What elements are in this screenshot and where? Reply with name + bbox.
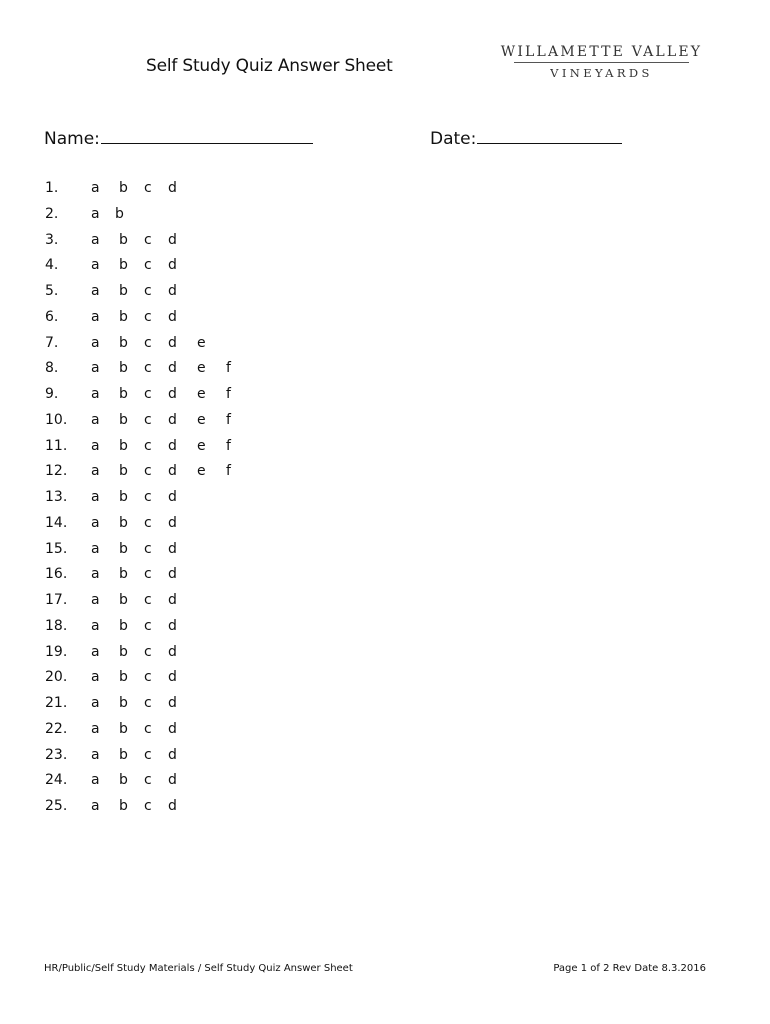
page-title: Self Study Quiz Answer Sheet <box>146 56 393 76</box>
answer-row <box>0 230 770 256</box>
answer-option[interactable]: c <box>144 566 152 583</box>
answer-option[interactable]: a <box>91 386 100 402</box>
answer-option[interactable]: d <box>168 437 177 454</box>
answer-option[interactable]: c <box>144 411 152 428</box>
answer-option[interactable]: b <box>119 257 128 274</box>
answer-option[interactable]: a <box>91 205 100 222</box>
answer-option[interactable]: d <box>168 566 177 583</box>
question-number: 10. <box>45 411 68 428</box>
answer-option[interactable]: d <box>168 308 177 325</box>
answer-option[interactable]: a <box>91 180 100 196</box>
answer-option[interactable]: b <box>119 411 128 428</box>
answer-option[interactable]: d <box>168 798 177 814</box>
answer-option[interactable]: b <box>119 283 128 299</box>
answer-row <box>0 770 770 796</box>
question-number: 17. <box>45 592 68 608</box>
answer-option[interactable]: e <box>197 360 206 377</box>
question-number: 18. <box>45 617 68 634</box>
question-number: 2. <box>45 205 59 222</box>
answer-row <box>0 358 770 384</box>
answer-option[interactable]: e <box>197 411 206 428</box>
answer-row <box>0 745 770 771</box>
answer-option[interactable]: a <box>91 566 100 583</box>
answer-option[interactable]: b <box>119 592 128 608</box>
answer-option[interactable]: d <box>168 772 177 789</box>
answer-option[interactable]: a <box>91 617 100 634</box>
answer-option[interactable]: e <box>197 386 206 402</box>
answer-option[interactable]: e <box>197 463 206 480</box>
answer-row <box>0 281 770 307</box>
answer-option[interactable]: a <box>91 437 100 454</box>
answer-option[interactable]: a <box>91 334 100 351</box>
answer-row <box>0 513 770 539</box>
answer-option[interactable]: d <box>168 231 177 248</box>
question-number: 24. <box>45 772 68 789</box>
answer-row <box>0 461 770 487</box>
answer-option[interactable]: d <box>168 720 177 737</box>
answer-option[interactable]: a <box>91 231 100 248</box>
answer-row <box>0 333 770 359</box>
answer-option[interactable]: e <box>197 437 206 454</box>
answer-option[interactable]: f <box>226 411 231 428</box>
answer-row <box>0 667 770 693</box>
answer-option[interactable]: c <box>144 798 152 814</box>
answer-row <box>0 410 770 436</box>
question-number: 25. <box>45 798 68 814</box>
answer-option[interactable]: a <box>91 411 100 428</box>
logo-line-2: VINEYARDS <box>550 66 653 80</box>
answer-option[interactable]: f <box>226 386 231 402</box>
question-number: 1. <box>45 180 59 196</box>
answer-option[interactable]: c <box>144 669 152 686</box>
answer-option[interactable]: b <box>119 772 128 789</box>
question-number: 4. <box>45 257 59 274</box>
date-field[interactable] <box>430 126 622 149</box>
answer-option[interactable]: b <box>119 308 128 325</box>
question-number: 21. <box>45 695 68 711</box>
answer-option[interactable]: a <box>91 720 100 737</box>
answer-row <box>0 642 770 668</box>
answer-option[interactable]: b <box>119 231 128 248</box>
answer-option[interactable]: c <box>144 617 152 634</box>
answer-option[interactable]: c <box>144 437 152 454</box>
answer-option[interactable]: c <box>144 308 152 325</box>
footer-page-info: Page 1 of 2 Rev Date 8.3.2016 <box>553 963 706 974</box>
answer-option[interactable]: c <box>144 257 152 274</box>
answer-option[interactable]: d <box>168 463 177 480</box>
answer-option[interactable]: c <box>144 514 152 531</box>
answer-row <box>0 616 770 642</box>
answer-row <box>0 204 770 230</box>
answer-option[interactable]: d <box>168 334 177 351</box>
question-number: 5. <box>45 283 59 299</box>
answer-option[interactable]: a <box>91 514 100 531</box>
answer-option[interactable]: d <box>168 746 177 763</box>
answer-option[interactable]: a <box>91 772 100 789</box>
question-number: 9. <box>45 386 59 402</box>
question-number: 23. <box>45 746 68 763</box>
answer-row <box>0 255 770 281</box>
answer-option[interactable]: b <box>119 514 128 531</box>
answer-option[interactable]: d <box>168 669 177 686</box>
answer-option[interactable]: b <box>119 720 128 737</box>
answer-option[interactable]: d <box>168 386 177 402</box>
answer-option[interactable]: f <box>226 463 231 480</box>
company-logo <box>500 44 703 80</box>
answer-option[interactable]: d <box>168 540 177 557</box>
answer-option[interactable]: a <box>91 643 100 660</box>
answer-option[interactable]: d <box>168 592 177 608</box>
question-number: 11. <box>45 437 68 454</box>
answer-option[interactable]: d <box>168 695 177 711</box>
answer-option[interactable]: c <box>144 695 152 711</box>
answer-option[interactable]: b <box>119 489 128 505</box>
answer-option[interactable]: d <box>168 514 177 531</box>
name-label: Name: <box>44 129 100 149</box>
question-number: 13. <box>45 489 68 505</box>
answer-row <box>0 384 770 410</box>
answer-row <box>0 436 770 462</box>
answer-option[interactable]: b <box>119 643 128 660</box>
answer-option[interactable]: b <box>119 386 128 402</box>
answer-option[interactable]: a <box>91 540 100 557</box>
question-number: 14. <box>45 514 68 531</box>
answer-option[interactable]: c <box>144 334 152 351</box>
answer-option[interactable]: b <box>119 746 128 763</box>
answer-option[interactable]: c <box>144 180 152 196</box>
answer-option[interactable]: a <box>91 360 100 377</box>
answer-option[interactable]: d <box>168 617 177 634</box>
question-number: 15. <box>45 540 68 557</box>
question-number: 7. <box>45 334 59 351</box>
answer-option[interactable]: a <box>91 283 100 299</box>
answer-option[interactable]: b <box>119 334 128 351</box>
answer-option[interactable]: a <box>91 669 100 686</box>
answer-row <box>0 796 770 822</box>
answer-row <box>0 487 770 513</box>
answer-option[interactable]: c <box>144 720 152 737</box>
answer-option[interactable]: a <box>91 592 100 608</box>
answer-option[interactable]: b <box>119 180 128 196</box>
answer-option[interactable]: b <box>119 360 128 377</box>
footer-path: HR/Public/Self Study Materials / Self Study Quiz Answer Sheet <box>44 963 353 974</box>
answer-option[interactable]: d <box>168 283 177 299</box>
question-number: 3. <box>45 231 59 248</box>
answer-option[interactable]: b <box>119 437 128 454</box>
answer-option[interactable]: d <box>168 643 177 660</box>
answer-option[interactable]: a <box>91 695 100 711</box>
answer-option[interactable]: b <box>115 205 124 222</box>
answer-option[interactable]: c <box>144 463 152 480</box>
answer-row <box>0 539 770 565</box>
question-number: 12. <box>45 463 68 480</box>
date-input-line[interactable] <box>477 126 622 144</box>
answer-option[interactable]: a <box>91 308 100 325</box>
answer-option[interactable]: b <box>119 540 128 557</box>
answer-option[interactable]: c <box>144 540 152 557</box>
answer-option[interactable]: c <box>144 231 152 248</box>
answer-option[interactable]: b <box>119 669 128 686</box>
answer-option[interactable]: b <box>119 566 128 583</box>
answer-row <box>0 719 770 745</box>
question-number: 20. <box>45 669 68 686</box>
answer-option[interactable]: a <box>91 489 100 505</box>
answer-option[interactable]: c <box>144 360 152 377</box>
answer-row <box>0 307 770 333</box>
answer-option[interactable]: b <box>119 617 128 634</box>
answer-list <box>0 178 770 822</box>
answer-option[interactable]: c <box>144 643 152 660</box>
answer-option[interactable]: e <box>197 334 206 351</box>
answer-row <box>0 564 770 590</box>
answer-option[interactable]: a <box>91 798 100 814</box>
question-number: 16. <box>45 566 68 583</box>
answer-option[interactable]: a <box>91 257 100 274</box>
answer-option[interactable]: c <box>144 489 152 505</box>
answer-option[interactable]: a <box>91 463 100 480</box>
answer-option[interactable]: f <box>226 360 231 377</box>
name-input-line[interactable] <box>101 126 313 144</box>
question-number: 6. <box>45 308 59 325</box>
answer-option[interactable]: f <box>226 437 231 454</box>
answer-row <box>0 590 770 616</box>
answer-option[interactable]: d <box>168 411 177 428</box>
answer-option[interactable]: c <box>144 386 152 402</box>
answer-row <box>0 178 770 204</box>
answer-option[interactable]: d <box>168 360 177 377</box>
answer-option[interactable]: c <box>144 283 152 299</box>
logo-divider <box>514 62 689 63</box>
name-field[interactable] <box>44 126 313 149</box>
answer-option[interactable]: c <box>144 772 152 789</box>
question-number: 19. <box>45 643 68 660</box>
answer-row <box>0 693 770 719</box>
answer-option[interactable]: d <box>168 257 177 274</box>
answer-option[interactable]: d <box>168 489 177 505</box>
answer-option[interactable]: b <box>119 798 128 814</box>
date-label: Date: <box>430 129 477 149</box>
answer-option[interactable]: c <box>144 592 152 608</box>
answer-option[interactable]: b <box>119 695 128 711</box>
logo-line-1: WILLAMETTE VALLEY <box>500 44 703 60</box>
answer-option[interactable]: b <box>119 463 128 480</box>
answer-option[interactable]: a <box>91 746 100 763</box>
question-number: 22. <box>45 720 68 737</box>
answer-option[interactable]: d <box>168 180 177 196</box>
question-number: 8. <box>45 360 59 377</box>
answer-option[interactable]: c <box>144 746 152 763</box>
